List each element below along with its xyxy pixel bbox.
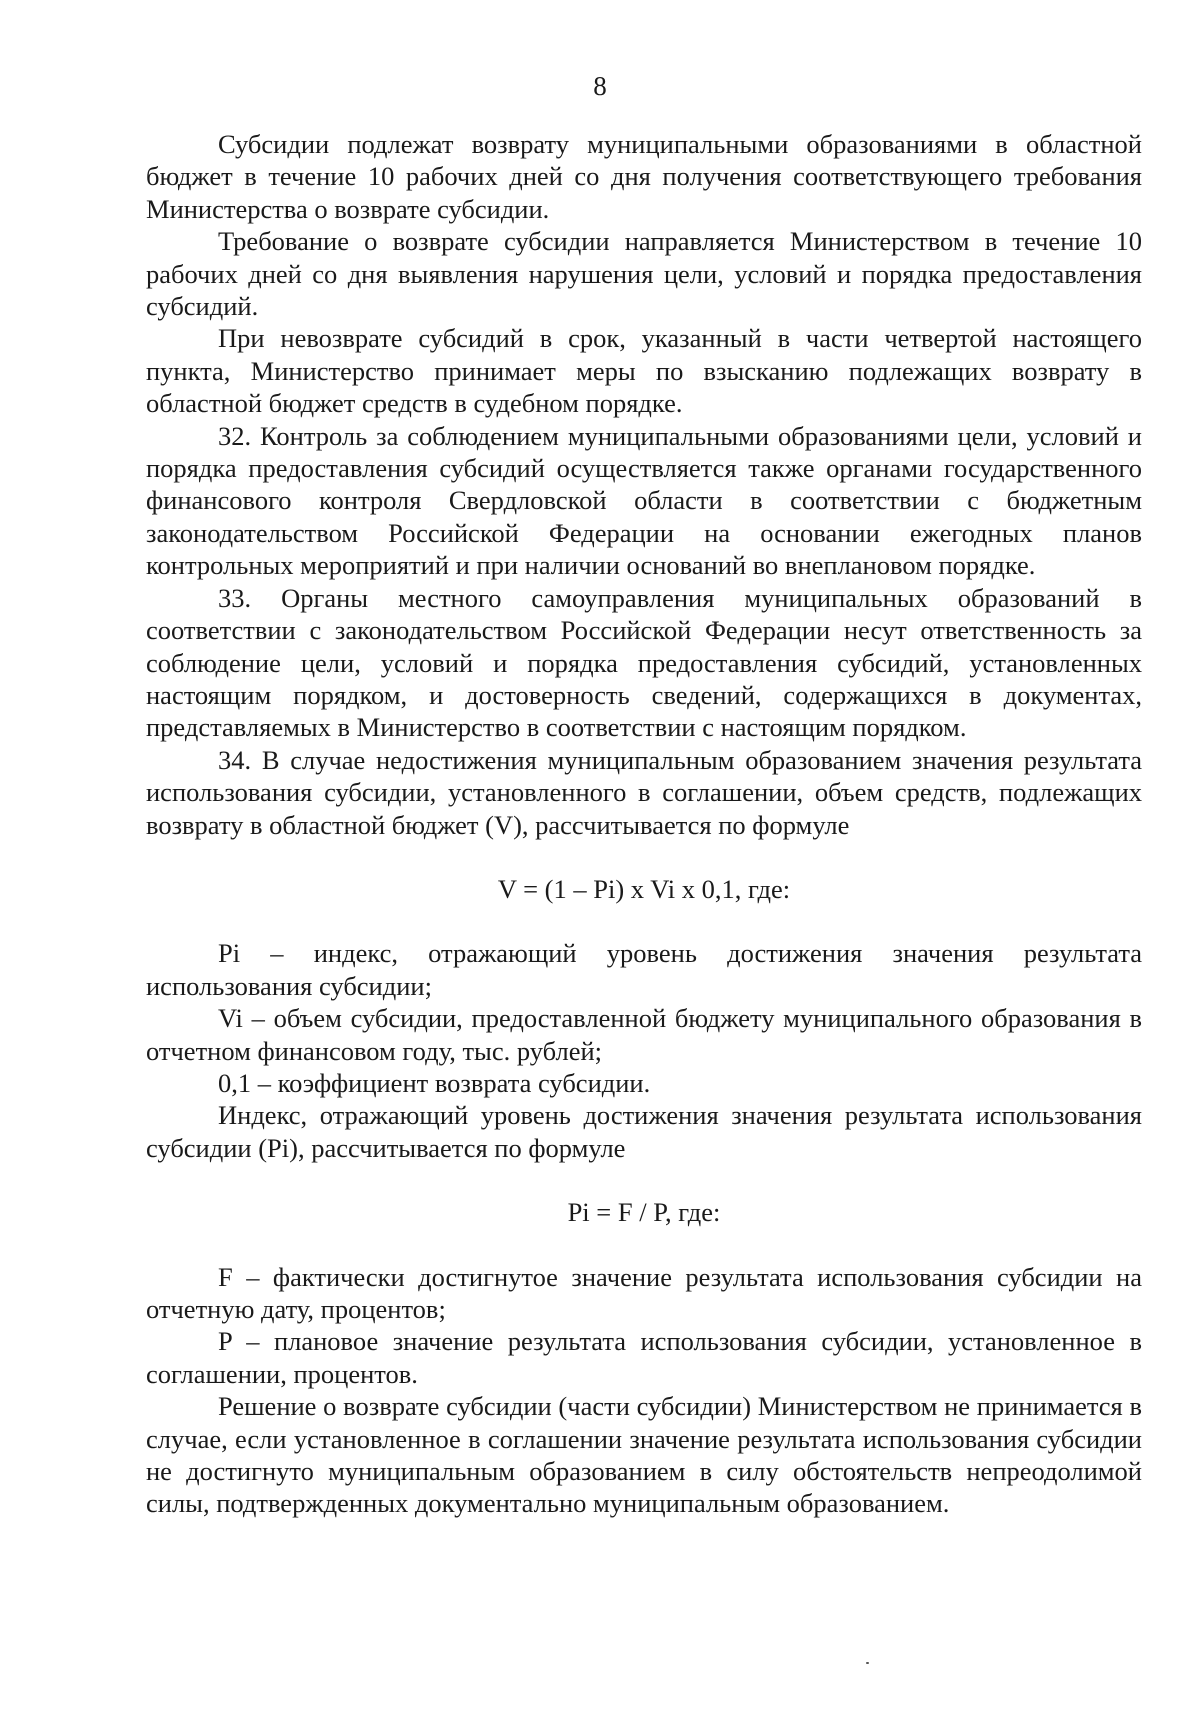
document-body	[146, 128, 1142, 1520]
definition-f: F – фактически достигнутое значение результата использования субсидии на отчетную дату, процентов;	[146, 1261, 1142, 1324]
paragraph-refund-request: Требование о возврате субсидии направляется Министерством в течение 10 рабочих дней со дня выявления нарушения цели, условий и порядка предоставления субсидий.	[146, 226, 1142, 322]
paragraph-item-32: 32. Контроль за соблюдением муниципальными образованиями цели, условий и порядка предоставления субсидий осуществляется также органами государственного финансового контроля Свердловской области в соответствии с бюджетным законодательством Российской Федерации на основании ежегодных планов контрольных мероприятий и при наличии оснований во внеплановом порядке.	[146, 420, 1142, 581]
paragraph-refund-enforcement: При невозврате субсидий в срок, указанный в части четвертой настоящего пункта, Министерство принимает меры по взысканию подлежащих возврату в областной бюджет средств в судебном порядке.	[146, 323, 1142, 419]
formula-refund-volume: V = (1 – Pi) x Vi x 0,1, где:	[497, 873, 791, 904]
paragraph-refund-deadline: Субсидии подлежат возврату муниципальными образованиями в областной бюджет в течение 10 рабочих дней со дня получения соответствующего требования Министерства о возврате субсидии.	[146, 129, 1142, 224]
formula-index: Pi = F / P, где:	[567, 1197, 721, 1228]
definition-vi: Vi – объем субсидии, предоставленной бюджету муниципального образования в отчетном финансовом году, тыс. рублей;	[146, 1003, 1142, 1066]
paragraph-item-34: 34. В случае недостижения муниципальным образованием значения результата использования субсидии, установленного в соглашении, объем средств, подлежащих возврату в областной бюджет (V), рассчитывается по формуле	[146, 744, 1142, 840]
definition-coefficient: 0,1 – коэффициент возврата субсидии.	[218, 1067, 651, 1098]
paragraph-force-majeure: Решение о возврате субсидии (части субсидии) Министерством не принимается в случае, если установленное в соглашении значение результата использования субсидии не достигнуто муниципальным образованием в силу обстоятельств непреодолимой силы, подтвержденных документально муниципальным образованием.	[146, 1391, 1142, 1519]
paragraph-item-33: 33. Органы местного самоуправления муниципальных образований в соответствии с законодательством Российской Федерации несут ответственность за соблюдение цели, условий и порядка предоставления субсидий, установленных настоящим порядком, и достоверность сведений, содержащихся в документах, представляемых в Министерство в соответствии с настоящим порядком.	[146, 582, 1142, 743]
definition-pi: Pi – индекс, отражающий уровень достижения значения результата использования субсидии;	[146, 938, 1142, 1001]
definition-p: P – плановое значение результата использования субсидии, установленное в соглашении, процентов.	[146, 1326, 1142, 1389]
scan-artifact-dot	[866, 1662, 869, 1664]
paragraph-index-formula-intro: Индекс, отражающий уровень достижения значения результата использования субсидии (Pi), рассчитывается по формуле	[146, 1100, 1142, 1163]
page-number: 8	[593, 71, 607, 101]
